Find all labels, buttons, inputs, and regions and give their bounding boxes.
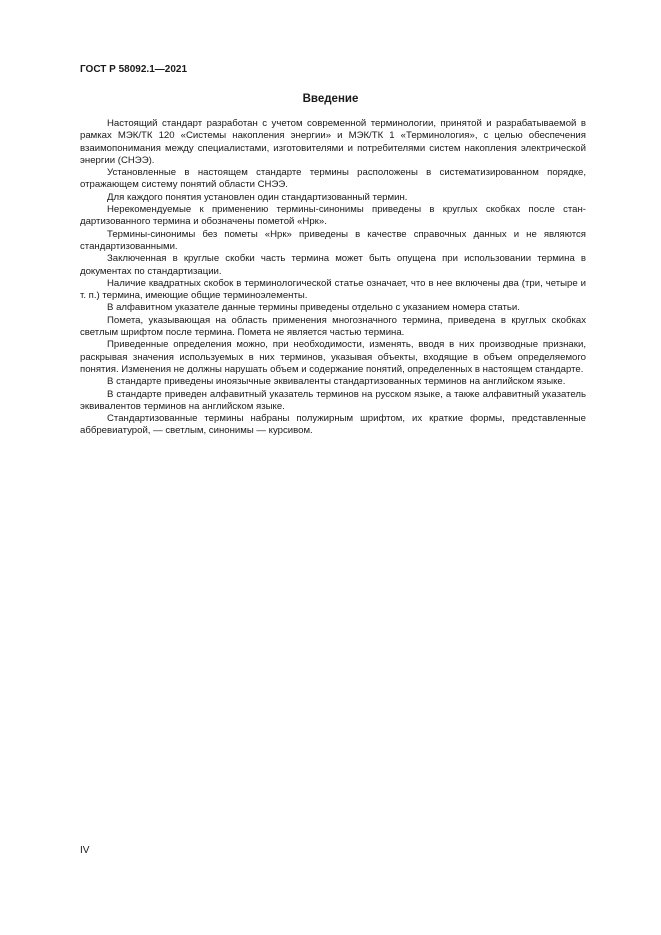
page-number: IV [80, 845, 90, 856]
paragraph: В алфавитном указателе данные термины приведены отдельно с указанием номера статьи. [107, 302, 520, 314]
paragraph: Установленные в настоящем стандарте термины расположены в систематизированном порядке, отражающем систему понятий области СНЭЭ. [80, 167, 586, 191]
paragraph: Наличие квадратных скобок в терминологической статье означает, что в нее включены два (три, четыре и т. п.) термина, имеющие общие терминоэлементы. [80, 277, 586, 302]
paragraph: Стандартизованные термины набраны полужирным шрифтом, их краткие формы, представленные аббревиатурой, — светлым, синонимы — курсивом. [80, 413, 586, 437]
body-text [80, 118, 586, 438]
paragraph: Настоящий стандарт разработан с учетом современной терминологии, принятой и разрабатываемой в рамках МЭК/ТК 120 «Системы накопления энергии» и МЭК/ТК 1 «Терминология», с целью обеспечения взаимопонимания между специалистами, изготовителями и потребителями систем накопления электрической энергии (СНЭЭ). [80, 118, 586, 166]
paragraph: В стандарте приведены иноязычные эквиваленты стандартизованных терминов на английском языке. [107, 376, 566, 388]
document-code: ГОСТ Р 58092.1—2021 [80, 64, 188, 75]
section-title: Введение [302, 93, 359, 105]
paragraph: Приведенные определения можно, при необходимости, изменять, вводя в них производные признаки, раскрывая значения используемых в них терминов, указывая объекты, входящие в объем определяемого понятия. Изменения не должны нарушать объем и содержание понятий, определенных в настоящем стандарте. [80, 339, 586, 375]
paragraph: Заключенная в круглые скобки часть термина может быть опущена при использовании термина в документах по стандартизации. [80, 253, 586, 277]
paragraph: Нерекомендуемые к применению термины-синонимы приведены в круглых скобках после стандартизованного термина и обозначены пометой «Нрк». [80, 204, 586, 228]
paragraph: В стандарте приведен алфавитный указатель терминов на русском языке, а также алфавитный указатель эквивалентов терминов на английском языке. [80, 388, 586, 412]
paragraph: Для каждого понятия установлен один стандартизованный термин. [107, 191, 408, 203]
paragraph: Термины-синонимы без пометы «Нрк» приведены в качестве справочных данных и не являются стандартизованными. [80, 228, 586, 252]
paragraph: Помета, указывающая на область применения многозначного термина, приведена в круглых скобках светлым шрифтом после термина. Помета не является частью термина. [80, 314, 586, 339]
